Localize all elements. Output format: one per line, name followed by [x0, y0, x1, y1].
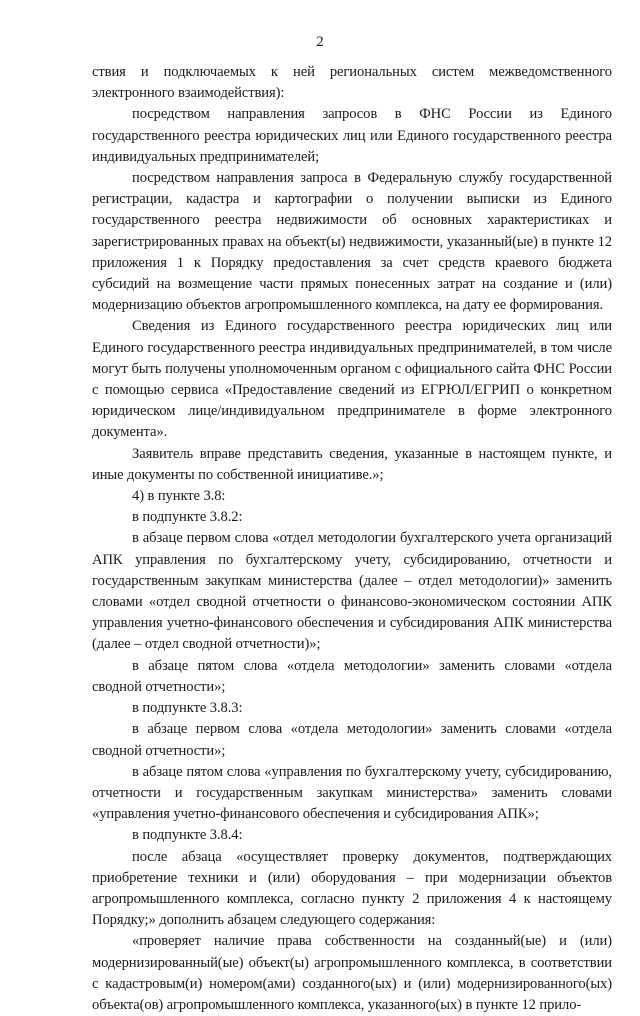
document-body	[92, 62, 612, 1016]
paragraph: «проверяет наличие права собственности на созданный(ые) и (или) модернизированный(ые) объект(ы) агропромышленного комплекса, в соответствии с кадастровым(и) номером(ами) созданного(ых) и (или) модернизированного(ых) объекта(ов) агропромышленного комплекса, указанного(ых) в пункте 12 прило-	[92, 933, 612, 1013]
paragraph: ствия и подключаемых к ней региональных систем межведомственного электронного взаимодействия):	[92, 64, 612, 102]
paragraph: в абзаце пятом слова «отдела методологии» заменить словами «отдела сводной отчетности»;	[92, 657, 612, 695]
paragraph: в абзаце пятом слова «управления по бухгалтерскому учету, субсидированию, отчетности и государственным закупкам министерства» заменить словами «управления учетно-финансового обеспечения и субсидирования АПК»;	[92, 763, 612, 823]
paragraph: посредством направления запроса в Федеральную службу государственной регистрации, кадастра и картографии о получении выписки из Единого государственного реестра недвижимости об основных характеристиках и зарегистрированных правах на объект(ы) недвижимости, указанный(ые) в пункте 12 приложения 1 к Порядку предоставления за счет средств краевого бюджета субсидий на возмещение части прямых понесенных затрат на создание и (или) модернизацию объектов агропромышленного комплекса, на дату ее формирования.	[92, 170, 612, 314]
list-item: в подпункте 3.8.4:	[132, 827, 243, 844]
list-item: 4) в пункте 3.8:	[132, 488, 226, 505]
paragraph: после абзаца «осуществляет проверку документов, подтверждающих приобретение техники и (или) оборудования – при модернизации объектов агропромышленного комплекса, согласно пункту 2 приложения 4 к настоящему Порядку;» дополнить абзацем следующего содержания:	[92, 848, 612, 929]
paragraph: в абзаце первом слова «отдела методологии» заменить словами «отдела сводной отчетности»;	[92, 721, 612, 759]
paragraph: посредством направления запросов в ФНС России из Единого государственного реестра юридических лиц или Единого государственного реестра индивидуальных предпринимателей;	[92, 106, 612, 165]
paragraph: Сведения из Единого государственного реестра юридических лиц или Единого государственного реестра индивидуальных предпринимателей, в том числе могут быть получены уполномоченным органом с официального сайта ФНС России с помощью сервиса «Предоставление сведений из ЕГРЮЛ/ЕГРИП о конкретном юридическом лице/индивидуальном предпринимателе в форме электронного документа».	[92, 318, 612, 441]
list-item: в подпункте 3.8.3:	[132, 700, 243, 717]
list-item: в подпункте 3.8.2:	[132, 509, 243, 526]
paragraph: в абзаце первом слова «отдел методологии бухгалтерского учета организаций АПК управления по бухгалтерскому учету, субсидированию, отчетности и государственным закупкам министерства (далее – отдел методологии)» заменить словами «отдел сводной отчетности о финансово-экономическом состоянии АПК управления учетно-финансового обеспечения и субсидирования АПК министерства (далее – отдел сводной отчетности)»;	[92, 530, 612, 653]
paragraph: Заявитель вправе представить сведения, указанные в настоящем пункте, и иные документы по собственной инициативе.»;	[92, 445, 612, 483]
page-number: 2	[316, 34, 324, 50]
